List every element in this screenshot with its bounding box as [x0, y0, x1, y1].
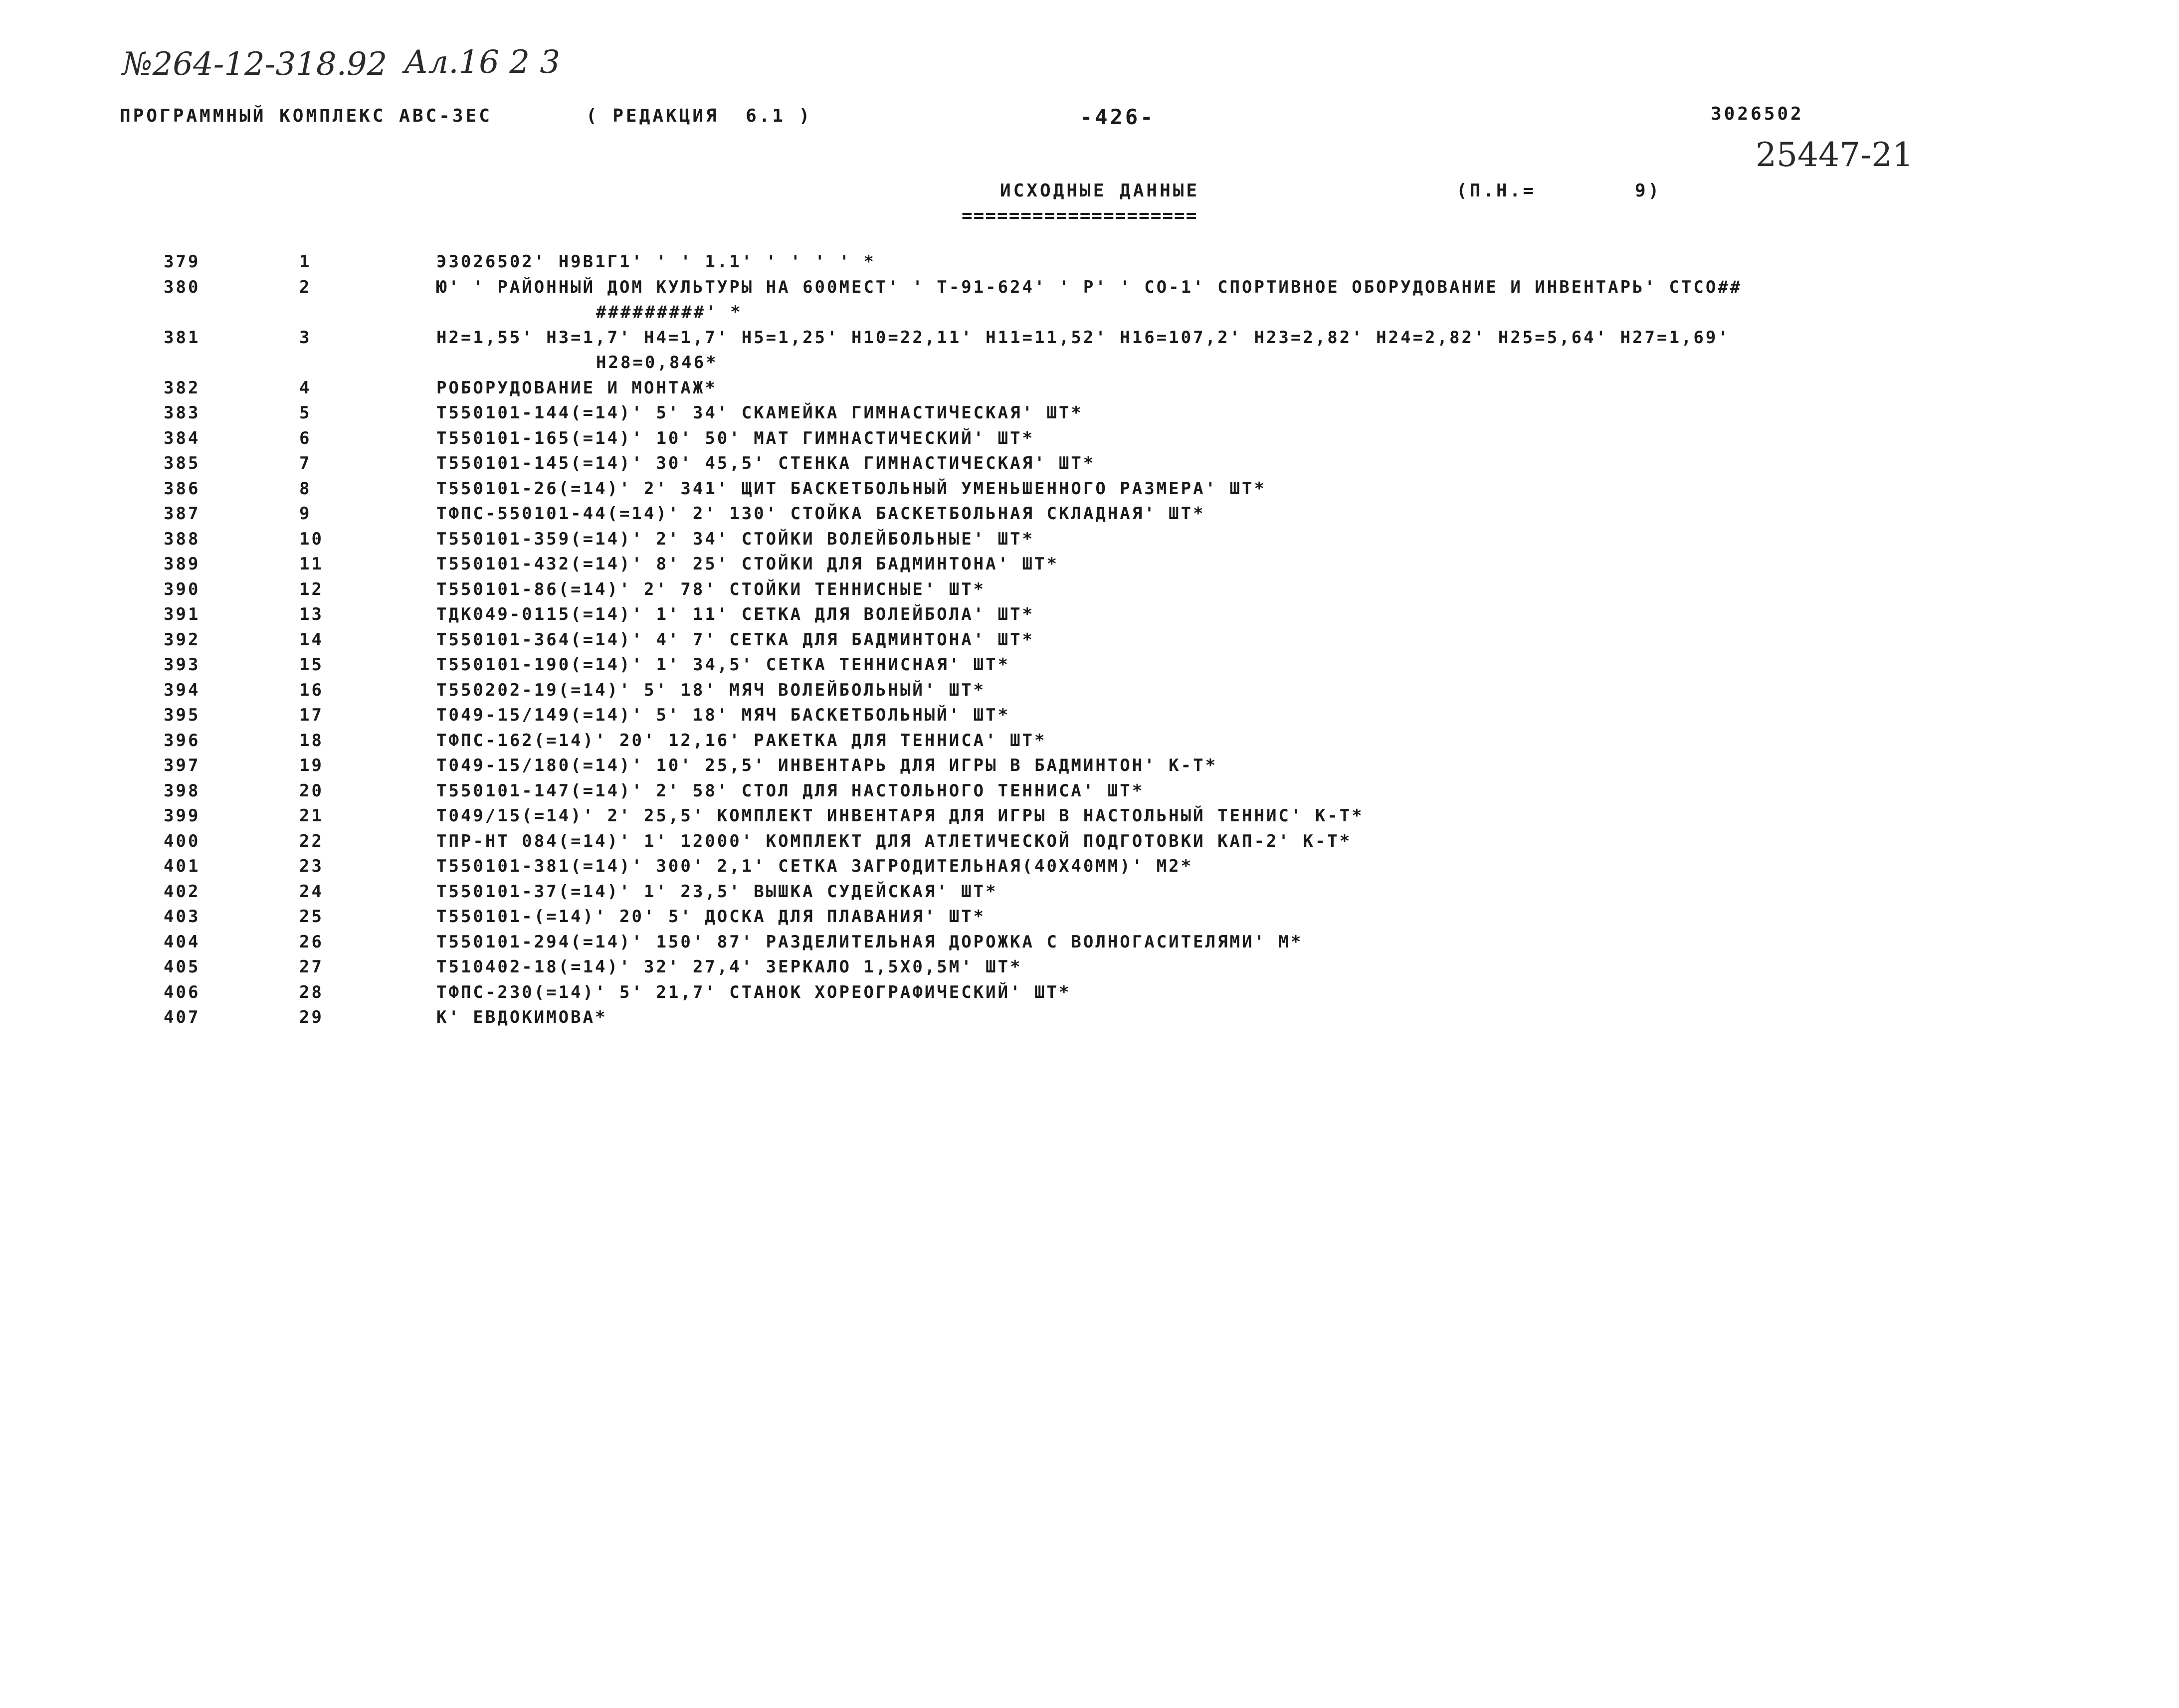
table-row: [0, 982, 2179, 1008]
row-line-number: 387: [164, 504, 200, 524]
row-sequence-number: 7: [299, 453, 312, 473]
row-text: ТПР-НТ 084(=14)' 1' 12000' КОМПЛЕКТ ДЛЯ АТЛЕТИЧЕСКОЙ ПОДГОТОВКИ КАП-2' К-Т*: [436, 831, 1352, 851]
edition-label: ( РЕДАКЦИЯ 6.1 ): [586, 106, 812, 126]
row-sequence-number: 5: [299, 403, 312, 423]
row-sequence-number: 8: [299, 478, 312, 499]
row-line-number: 400: [164, 831, 200, 851]
row-line-number: 382: [164, 378, 200, 398]
row-sequence-number: 27: [299, 957, 324, 977]
table-row: [0, 554, 2179, 579]
row-text: Т550101-381(=14)' 300' 2,1' СЕТКА ЗАГРОДИТЕЛЬНАЯ(40Х40ММ)' М2*: [436, 856, 1193, 876]
row-sequence-number: 19: [299, 756, 324, 775]
row-text: ТФПС-550101-44(=14)' 2' 130' СТОЙКА БАСКЕТБОЛЬНАЯ СКЛАДНАЯ' ШТ*: [436, 504, 1205, 524]
row-text: Т049/15(=14)' 2' 25,5' КОМПЛЕКТ ИНВЕНТАРЯ ДЛЯ ИГРЫ В НАСТОЛЬНЫЙ ТЕННИС' К-Т*: [436, 806, 1364, 826]
row-line-number: 393: [164, 655, 200, 675]
row-line-number: 388: [164, 529, 200, 549]
row-text: Т550101-145(=14)' 30' 45,5' СТЕНКА ГИМНАСТИЧЕСКАЯ' ШТ*: [436, 453, 1096, 473]
row-line-number: 404: [164, 932, 200, 952]
table-row: [0, 277, 2179, 328]
row-sequence-number: 2: [299, 277, 312, 297]
row-text: Т550101-294(=14)' 150' 87' РАЗДЕЛИТЕЛЬНАЯ ДОРОЖКА С ВОЛНОГАСИТЕЛЯМИ' М*: [436, 932, 1303, 952]
table-row: [0, 907, 2179, 932]
table-row: [0, 932, 2179, 957]
table-row: [0, 756, 2179, 781]
row-text-continuation: Н28=0,846*: [596, 353, 718, 373]
row-text: Т550101-165(=14)' 10' 50' МАТ ГИМНАСТИЧЕСКИЙ' ШТ*: [436, 428, 1035, 448]
row-sequence-number: 17: [299, 705, 324, 725]
row-line-number: 395: [164, 705, 200, 725]
row-text: Т550101-432(=14)' 8' 25' СТОЙКИ ДЛЯ БАДМИНТОНА' ШТ*: [436, 554, 1059, 574]
row-line-number: 407: [164, 1007, 200, 1027]
program-title: ПРОГРАММНЫЙ КОМПЛЕКС АВС-3ЕС: [120, 106, 492, 126]
row-sequence-number: 18: [299, 730, 324, 751]
row-text: Т049-15/149(=14)' 5' 18' МЯЧ БАСКЕТБОЛЬНЫЙ' ШТ*: [436, 705, 1010, 725]
row-sequence-number: 3: [299, 327, 312, 348]
row-line-number: 381: [164, 327, 200, 348]
row-text: Н2=1,55' Н3=1,7' Н4=1,7' Н5=1,25' Н10=22,11' Н11=11,52' Н16=107,2' Н23=2,82' Н24=2,82' Н25=5,64' Н27=1,69': [436, 327, 1730, 348]
row-line-number: 386: [164, 478, 200, 499]
row-line-number: 399: [164, 806, 200, 826]
row-sequence-number: 21: [299, 806, 324, 826]
row-sequence-number: 29: [299, 1007, 324, 1027]
row-line-number: 403: [164, 907, 200, 927]
table-row: [0, 957, 2179, 982]
row-text-continuation: #########' *: [596, 302, 743, 322]
row-line-number: 406: [164, 982, 200, 1002]
table-row: [0, 655, 2179, 680]
row-text: Ю' ' РАЙОННЫЙ ДОМ КУЛЬТУРЫ НА 600МЕСТ' ' Т-91-624' ' Р' ' СО-1' СПОРТИВНОЕ ОБОРУДОВАНИЕ И ИНВЕНТАРЬ' СТСО##: [436, 277, 1743, 297]
row-text: Т550101-37(=14)' 1' 23,5' ВЫШКА СУДЕЙСКАЯ' ШТ*: [436, 881, 998, 902]
row-text: Т550101-86(=14)' 2' 78' СТОЙКИ ТЕННИСНЫЕ' ШТ*: [436, 579, 986, 599]
param-label: (П.Н.=: [1456, 181, 1537, 201]
row-line-number: 383: [164, 403, 200, 423]
table-row: [0, 403, 2179, 428]
table-row: [0, 252, 2179, 277]
row-line-number: 397: [164, 756, 200, 775]
row-line-number: 398: [164, 780, 200, 801]
row-sequence-number: 26: [299, 932, 324, 952]
row-text: Т550101-190(=14)' 1' 34,5' СЕТКА ТЕННИСНАЯ' ШТ*: [436, 655, 1010, 675]
object-code: 3026502: [1711, 104, 1804, 124]
row-sequence-number: 24: [299, 881, 324, 902]
row-line-number: 380: [164, 277, 200, 297]
row-text: Т550202-19(=14)' 5' 18' МЯЧ ВОЛЕЙБОЛЬНЫЙ' ШТ*: [436, 680, 986, 700]
row-text: ТФПС-162(=14)' 20' 12,16' РАКЕТКА ДЛЯ ТЕННИСА' ШТ*: [436, 730, 1047, 751]
row-line-number: 402: [164, 881, 200, 902]
row-text: Т550101-364(=14)' 4' 7' СЕТКА ДЛЯ БАДМИНТОНА' ШТ*: [436, 629, 1035, 650]
row-text: Т510402-18(=14)' 32' 27,4' ЗЕРКАЛО 1,5Х0,5М' ШТ*: [436, 957, 1022, 977]
row-line-number: 394: [164, 680, 200, 700]
row-text: К' ЕВДОКИМОВА*: [436, 1007, 607, 1027]
row-sequence-number: 13: [299, 604, 324, 624]
table-row: [0, 731, 2179, 756]
row-line-number: 384: [164, 428, 200, 448]
row-sequence-number: 6: [299, 428, 312, 448]
table-row: [0, 806, 2179, 831]
data-rows: [0, 252, 2179, 1033]
table-row: [0, 1007, 2179, 1033]
row-text: Т550101-26(=14)' 2' 341' ЩИТ БАСКЕТБОЛЬНЫЙ УМЕНЬШЕННОГО РАЗМЕРА' ШТ*: [436, 478, 1266, 499]
row-line-number: 379: [164, 252, 200, 272]
row-sequence-number: 10: [299, 529, 324, 549]
table-row: [0, 705, 2179, 731]
row-text: Т550101-(=14)' 20' 5' ДОСКА ДЛЯ ПЛАВАНИЯ' ШТ*: [436, 907, 986, 927]
table-row: [0, 378, 2179, 403]
section-title: ИСХОДНЫЕ ДАННЫЕ: [1000, 181, 1200, 201]
row-text: Т550101-147(=14)' 2' 58' СТОЛ ДЛЯ НАСТОЛЬНОГО ТЕННИСА' ШТ*: [436, 780, 1145, 801]
table-row: [0, 604, 2179, 630]
row-sequence-number: 23: [299, 856, 324, 876]
row-line-number: 405: [164, 957, 200, 977]
table-row: [0, 781, 2179, 806]
row-sequence-number: 12: [299, 579, 324, 599]
row-sequence-number: 25: [299, 907, 324, 927]
row-sequence-number: 22: [299, 831, 324, 851]
row-text: Э3026502' Н9В1Г1' ' ' 1.1' ' ' ' ' *: [436, 252, 876, 272]
row-sequence-number: 15: [299, 655, 324, 675]
table-row: [0, 529, 2179, 555]
handwritten-code: 25447-21: [1756, 136, 1914, 174]
page-number: -426-: [1080, 105, 1156, 129]
row-line-number: 385: [164, 453, 200, 473]
row-sequence-number: 20: [299, 780, 324, 801]
row-line-number: 391: [164, 604, 200, 624]
row-text: Т049-15/180(=14)' 10' 25,5' ИНВЕНТАРЬ ДЛЯ ИГРЫ В БАДМИНТОН' К-Т*: [436, 756, 1218, 775]
row-line-number: 392: [164, 629, 200, 650]
row-text: РОБОРУДОВАНИЕ И МОНТАЖ*: [436, 378, 717, 398]
table-row: [0, 479, 2179, 504]
row-text: Т550101-359(=14)' 2' 34' СТОЙКИ ВОЛЕЙБОЛЬНЫЕ' ШТ*: [436, 529, 1035, 549]
table-row: [0, 579, 2179, 605]
row-sequence-number: 9: [299, 504, 312, 524]
row-sequence-number: 16: [299, 680, 324, 700]
table-row: [0, 504, 2179, 529]
table-row: [0, 453, 2179, 479]
table-row: [0, 831, 2179, 857]
handwritten-doc-number: №264-12-318.92: [122, 46, 388, 83]
table-row: [0, 680, 2179, 706]
row-text: Т550101-144(=14)' 5' 34' СКАМЕЙКА ГИМНАСТИЧЕСКАЯ' ШТ*: [436, 403, 1083, 423]
table-row: [0, 882, 2179, 907]
row-line-number: 396: [164, 730, 200, 751]
row-sequence-number: 28: [299, 982, 324, 1002]
row-line-number: 390: [164, 579, 200, 599]
param-value: 9): [1635, 181, 1662, 201]
row-sequence-number: 1: [299, 252, 312, 272]
row-sequence-number: 4: [299, 378, 312, 398]
row-sequence-number: 11: [299, 554, 324, 574]
table-row: [0, 856, 2179, 882]
row-line-number: 401: [164, 856, 200, 876]
table-row: [0, 630, 2179, 655]
row-text: ТФПС-230(=14)' 5' 21,7' СТАНОК ХОРЕОГРАФИЧЕСКИЙ' ШТ*: [436, 982, 1071, 1002]
table-row: [0, 328, 2179, 378]
handwritten-sheet-note: Ал.16 2 3: [404, 44, 561, 81]
section-underline: ====================: [962, 205, 1198, 226]
row-text: ТДК049-0115(=14)' 1' 11' СЕТКА ДЛЯ ВОЛЕЙБОЛА' ШТ*: [436, 604, 1035, 624]
row-sequence-number: 14: [299, 629, 324, 650]
table-row: [0, 428, 2179, 454]
row-line-number: 389: [164, 554, 200, 574]
